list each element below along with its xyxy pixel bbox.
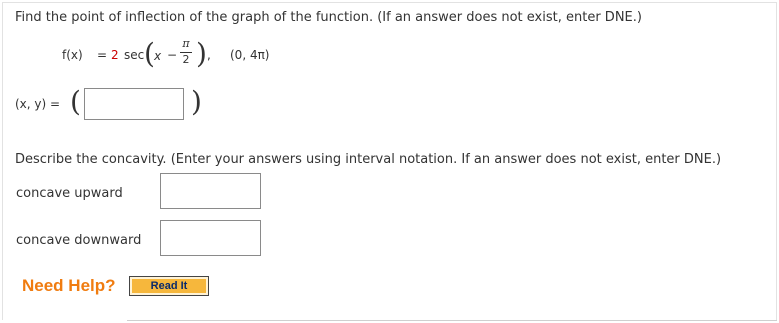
function-coefficient: 2	[111, 48, 119, 62]
fraction	[180, 38, 192, 66]
concave-downward-input[interactable]	[160, 220, 261, 256]
need-help-label: Need Help?	[22, 276, 116, 295]
concavity-prompt: Describe the concavity. (Enter your answers using interval notation. If an answer does not exist, enter DNE.)	[15, 152, 722, 167]
concave-upward-input[interactable]	[160, 173, 261, 209]
concave-downward-label: concave downward	[16, 233, 142, 248]
divider	[127, 320, 777, 321]
read-it-button[interactable]: Read It	[129, 276, 209, 296]
fraction-numerator: π	[182, 37, 190, 50]
question-prompt: Find the point of inflection of the graph of the function. (If an answer does not exist, enter DNE.)	[15, 10, 642, 25]
inflection-point-input[interactable]	[84, 88, 184, 120]
minus-sign: −	[167, 48, 178, 62]
function-variable: x	[154, 49, 162, 63]
point-label: (x, y) =	[15, 97, 61, 111]
fraction-denominator: 2	[182, 53, 190, 66]
point-close-paren: )	[191, 85, 202, 118]
domain-interval: (0, 4π)	[230, 48, 270, 62]
concave-upward-label: concave upward	[16, 186, 123, 201]
function-name: sec	[124, 48, 145, 62]
function-lhs: f(x)	[62, 48, 83, 62]
comma: ,	[207, 48, 211, 62]
open-paren: (	[144, 37, 155, 70]
close-paren: )	[196, 37, 207, 70]
point-open-paren: (	[70, 85, 81, 118]
equals-sign: =	[97, 48, 108, 62]
